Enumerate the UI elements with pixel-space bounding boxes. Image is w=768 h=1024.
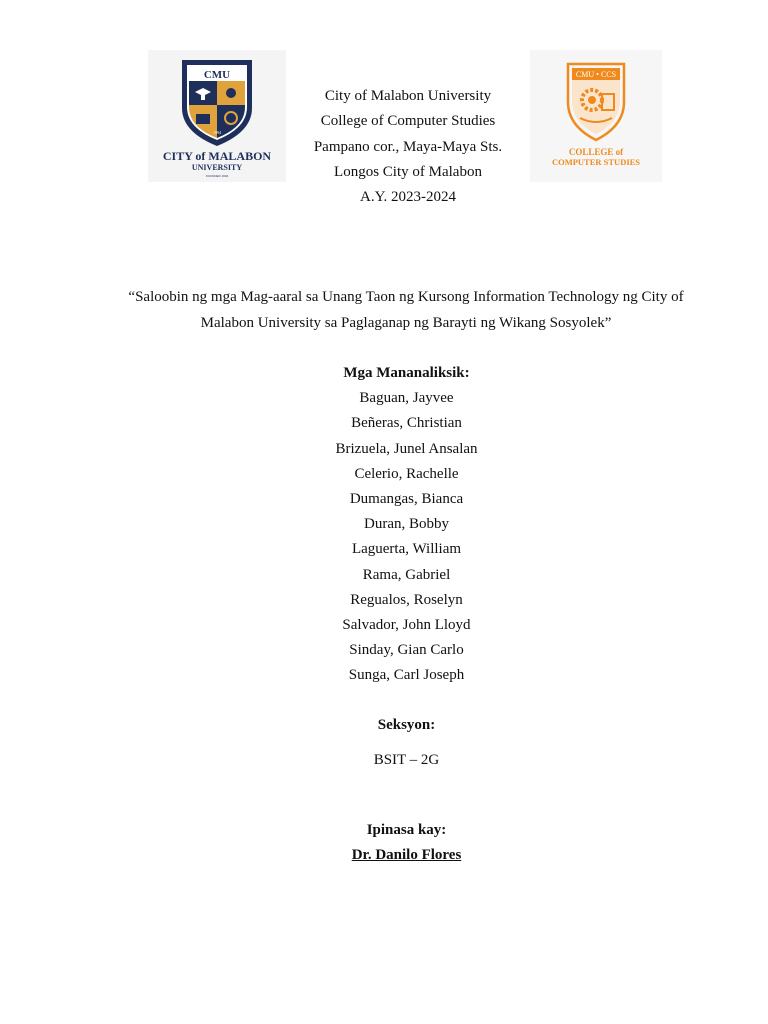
ccs-logo [530, 50, 662, 182]
cmu-shield-icon [148, 50, 286, 182]
researcher-name: Sunga, Carl Joseph [348, 667, 465, 684]
section-heading [0, 713, 768, 738]
cmu-logo-line2: UNIVERSITY [191, 163, 243, 172]
research-title: “Saloobin ng mga Mag-aaral sa Unang Taon ng Kursong Information Technology ng City of Malabon University sa Paglaganap ng Barayti ng Wikang Sosyolek” [128, 289, 684, 331]
submitted-section [0, 818, 768, 868]
researcher-name: Regualos, Roselyn [350, 591, 463, 608]
ccs-logo-line2: COMPUTER STUDIES [551, 157, 641, 167]
researcher-name: Sinday, Gian Carlo [349, 642, 464, 659]
section-value-wrap [0, 748, 768, 773]
submitted-heading: Ipinasa kay: [366, 822, 447, 838]
researcher-name: Rama, Gabriel [362, 566, 451, 583]
institution-header [286, 84, 530, 210]
researcher-name: Dumangas, Bianca [349, 491, 464, 508]
section-value: BSIT – 2G [373, 752, 440, 768]
researchers-heading: Mga Mananaliksik: [343, 365, 470, 381]
ccs-shield-text: CMU • CCS [575, 70, 617, 79]
researcher-name: Celerio, Rachelle [354, 465, 459, 482]
academic-year: A.Y. 2023-2024 [360, 189, 456, 206]
researchers-section [0, 361, 768, 689]
college-name: College of Computer Studies [320, 113, 496, 130]
researcher-name: Beñeras, Christian [351, 415, 462, 432]
researcher-name: Laguerta, William [351, 541, 462, 558]
cmu-logo [148, 50, 286, 182]
cmu-logo-year: 1994 [213, 130, 221, 135]
ccs-logo-line1: COLLEGE of [568, 147, 624, 157]
cmu-logo-line3: FOUNDED 1994 [205, 174, 229, 178]
cmu-shield-text: CMU [203, 69, 231, 81]
city-address: Longos City of Malabon [334, 163, 482, 180]
section-label: Seksyon: [377, 717, 436, 733]
adviser-name: Dr. Danilo Flores [351, 847, 462, 864]
researcher-name: Duran, Bobby [364, 516, 449, 533]
researcher-name: Salvador, John Lloyd [342, 617, 471, 634]
street-address: Pampano cor., Maya-Maya Sts. [313, 138, 503, 155]
cmu-logo-line1: CITY of MALABON [162, 149, 272, 163]
researcher-name: Baguan, Jayvee [359, 390, 454, 407]
ccs-shield-icon [530, 50, 662, 182]
university-name: City of Malabon University [324, 88, 492, 104]
researcher-name: Brizuela, Junel Ansalan [335, 440, 478, 457]
